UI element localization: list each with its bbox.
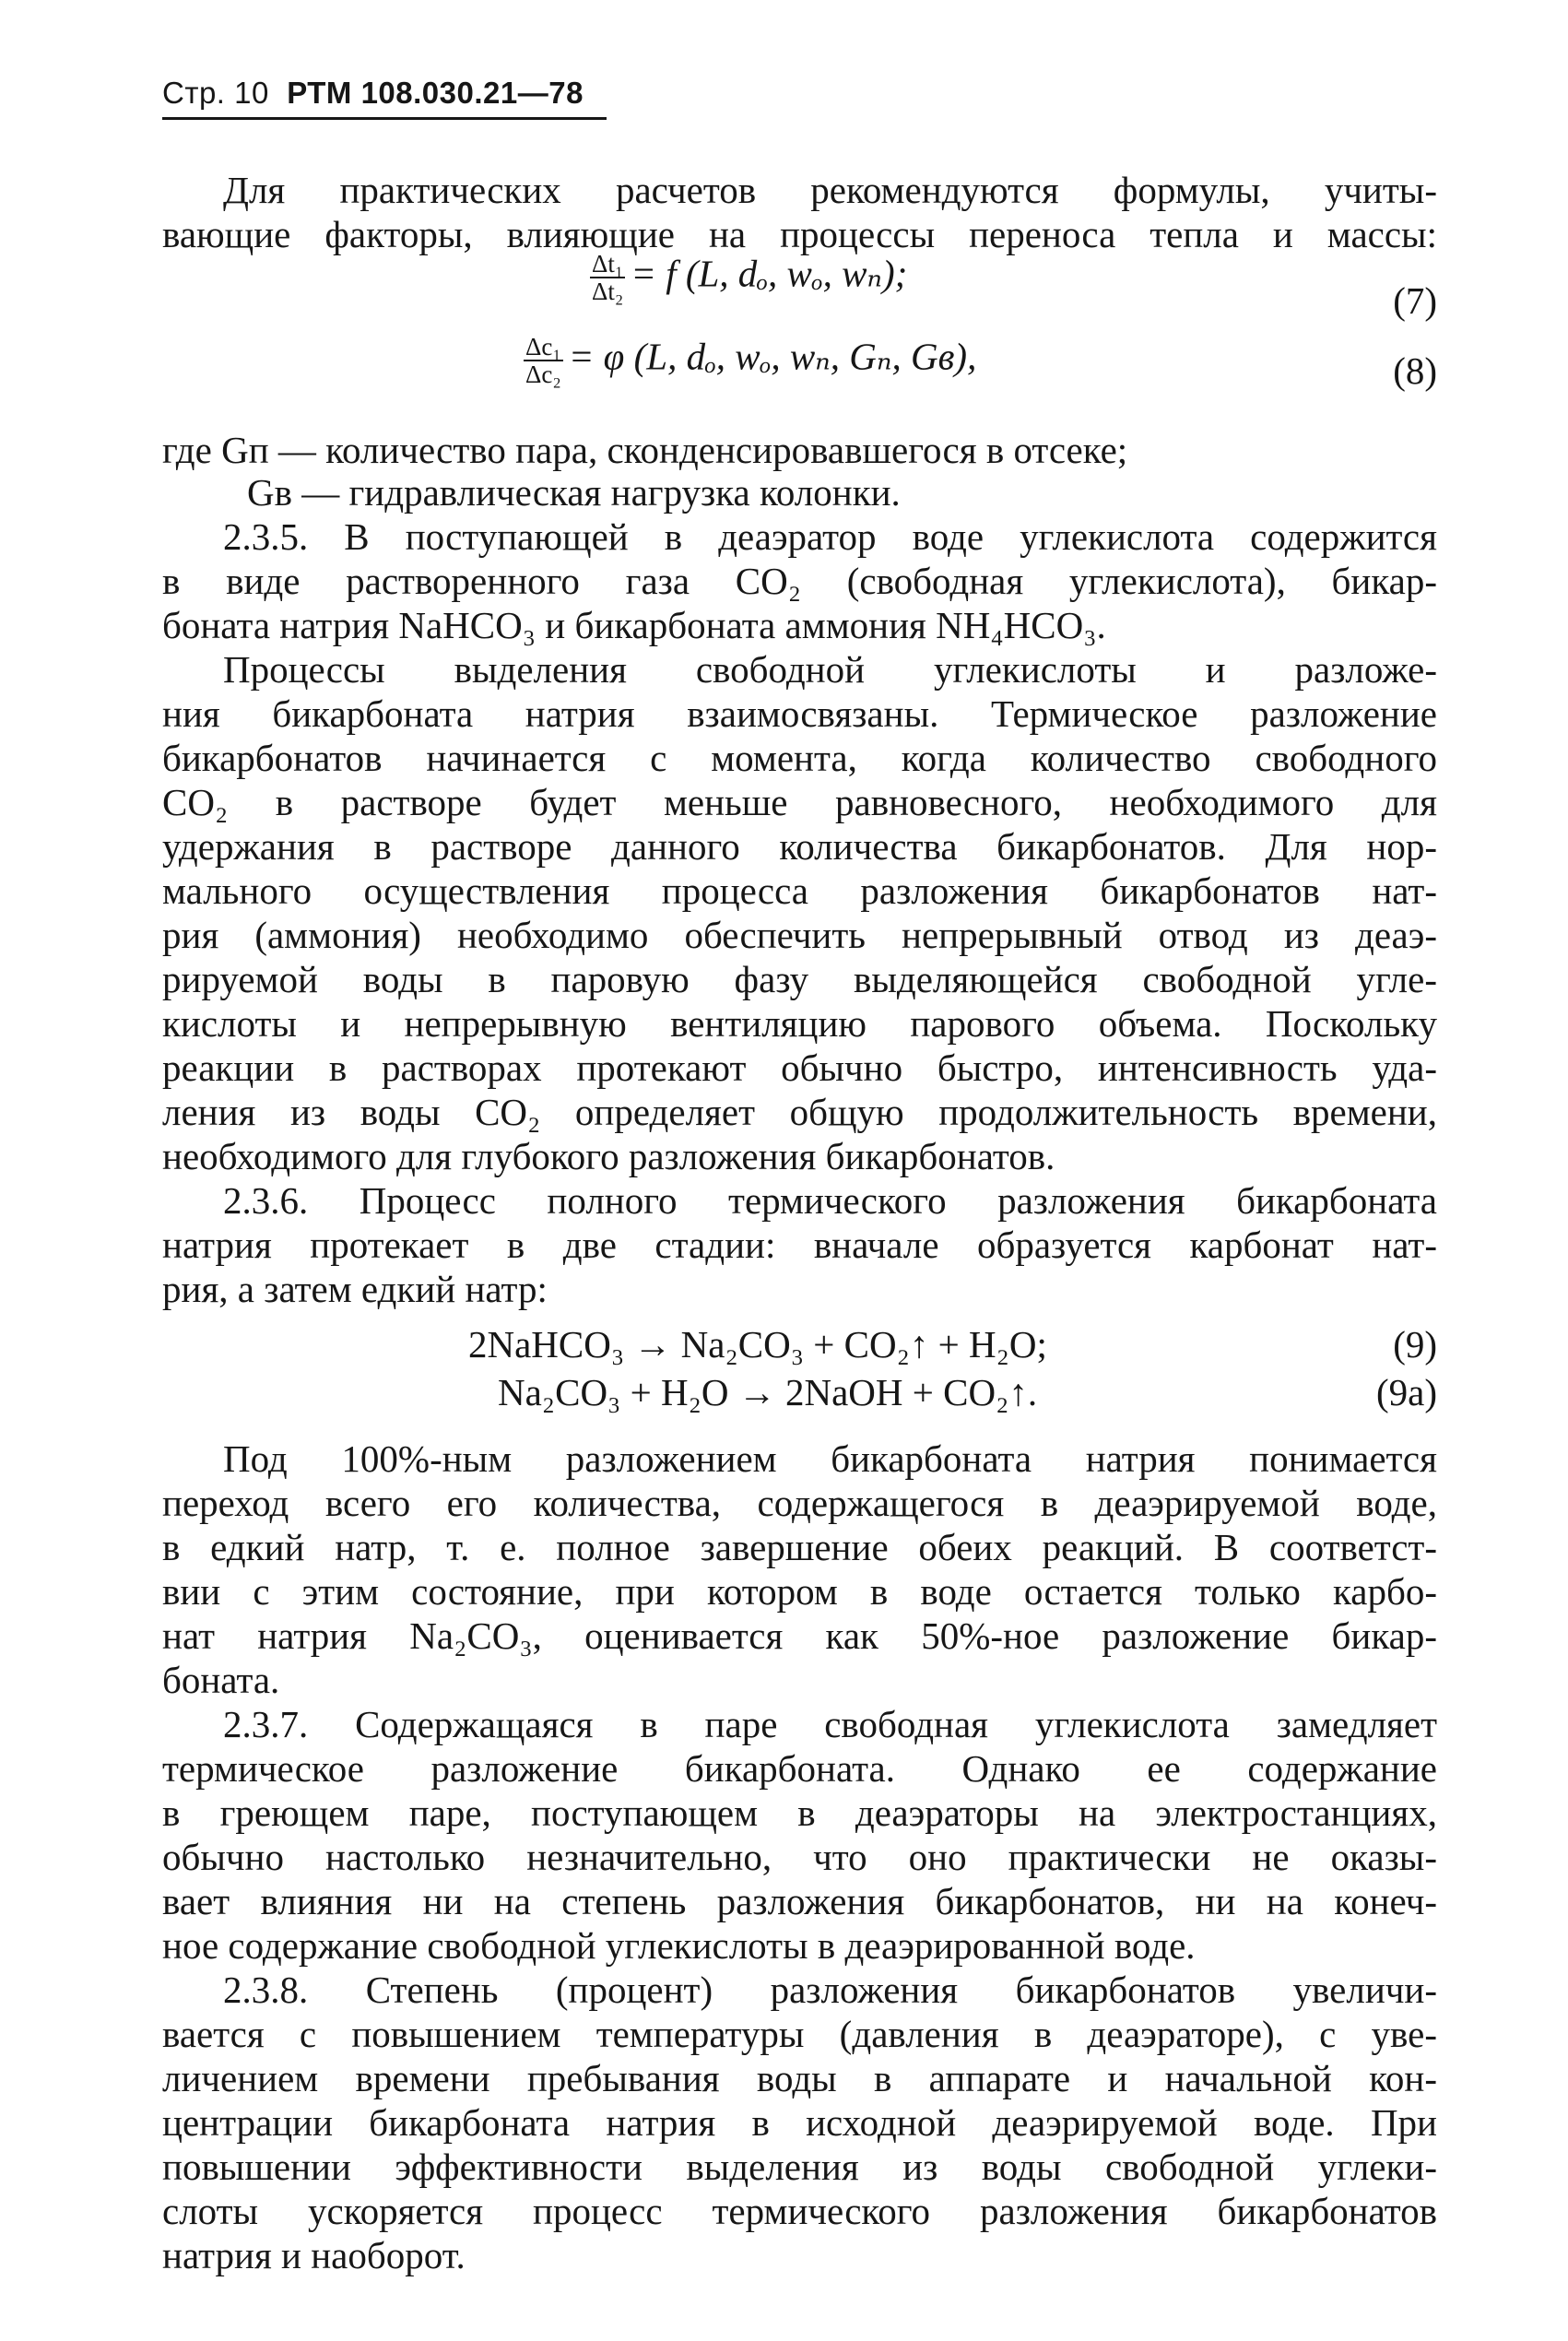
text-line: вается с повышением температуры (давления в деаэраторе), с уве- <box>162 2013 1437 2055</box>
text-line: натрия протекает в две стадии: вначале образуется карбонат нат- <box>162 1224 1437 1266</box>
text-line: Для практических расчетов рекомендуются формулы, учиты- <box>223 169 1437 211</box>
text-line: Процессы выделения свободной углекислоты и разложе- <box>223 648 1437 691</box>
equation-9-label: (9) <box>1393 1323 1437 1366</box>
text-line: рия, а затем едкий натр: <box>162 1268 548 1310</box>
equation-9: 2NaHCO₃ → Na₂CO₃ + CO₂↑ + H₂O; <box>468 1323 1047 1366</box>
text-line: Под 100%-ным разложением бикарбоната натрия понимается <box>223 1437 1437 1480</box>
text-line: вии с этим состояние, при котором в воде остается только карбо- <box>162 1570 1437 1613</box>
text-line: 2.3.8. Степень (процент) разложения бикарбонатов увеличи- <box>223 1969 1437 2011</box>
text-line: вает влияния ни на степень разложения бикарбонатов, ни на конеч- <box>162 1880 1437 1922</box>
text-line: CO₂ в растворе будет меньше равновесного, необходимого для <box>162 781 1437 823</box>
text-line: натрия и наоборот. <box>162 2234 466 2276</box>
text-line: удержания в растворе данного количества бикарбонатов. Для нор- <box>162 825 1437 868</box>
text-line: ния бикарбоната натрия взаимосвязаны. Термическое разложение <box>162 692 1437 735</box>
text-line: ления из воды CO₂ определяет общую продолжительность времени, <box>162 1091 1437 1133</box>
text-line: центрации бикарбоната натрия в исходной деаэрируемой воде. При <box>162 2101 1437 2144</box>
formula-7 <box>590 250 908 305</box>
text-line: нат натрия Na₂CO₃, оценивается как 50%-ное разложение бикар- <box>162 1614 1437 1657</box>
text-line: ное содержание свободной углекислоты в деаэрированной воде. <box>162 1924 1196 1967</box>
formula-8 <box>524 333 977 388</box>
formula-7-fraction: $\frac{\text{Δt₁}}{\text{Δt₂}}$ <box>592 250 624 305</box>
text-line: 2.3.5. В поступающей в деаэратор воде углекислота содержится <box>223 515 1437 558</box>
equation-9a-label: (9a) <box>1375 1371 1437 1413</box>
text-line: в виде растворенного газа CO₂ (свободная углекислота), бикар- <box>162 560 1437 602</box>
page-number: Стр. 10 <box>162 76 269 110</box>
text-line: кислоты и непрерывную вентиляцию парового объема. Поскольку <box>162 1002 1437 1045</box>
definition-line: где Gп — количество пара, сконденсировавшегося в отсеке; <box>162 429 1128 471</box>
text-line: переход всего его количества, содержащегося в деаэрируемой воде, <box>162 1482 1437 1524</box>
text-line: обычно настолько незначительно, что оно практически не оказы- <box>162 1836 1437 1878</box>
text-line: мального осуществления процесса разложения бикарбонатов нат- <box>162 869 1437 912</box>
text-line: 2.3.7. Содержащаяся в паре свободная углекислота замедляет <box>223 1703 1437 1745</box>
formula-7-rhs: = f (L, dₒ, wₒ, wₙ); <box>631 252 908 295</box>
document-code: РТМ 108.030.21—78 <box>287 76 584 110</box>
formula-8-label: (8) <box>1393 349 1437 392</box>
text-line: бикарбонатов начинается с момента, когда количество свободного <box>162 737 1437 779</box>
text-line: рия (аммония) необходимо обеспечить непрерывный отвод из деаэ- <box>162 914 1437 956</box>
text-line: боната натрия NaHCO₃ и бикарбоната аммония NH₄HCO₃. <box>162 604 1106 646</box>
equation-9a: Na₂CO₃ + H₂O → 2NaOH + CO₂↑. <box>498 1371 1038 1413</box>
text-line: термическое разложение бикарбоната. Однако ее содержание <box>162 1747 1437 1790</box>
text-line: необходимого для глубокого разложения бикарбонатов. <box>162 1135 1055 1177</box>
page-header <box>162 76 607 120</box>
formula-8-fraction: $\frac{\text{Δc₁}}{\text{Δc₂}}$ <box>525 333 561 388</box>
text-line: рируемой воды в паровую фазу выделяющейся свободной угле- <box>162 958 1437 1000</box>
text-line: в едкий натр, т. е. полное завершение обеих реакций. В соответст- <box>162 1526 1437 1568</box>
text-line: боната. <box>162 1659 280 1701</box>
text-line: в греющем паре, поступающем в деаэраторы на электростанциях, <box>162 1791 1437 1834</box>
text-line: слоты ускоряется процесс термического разложения бикарбонатов <box>162 2190 1437 2232</box>
text-line: реакции в растворах протекают обычно быстро, интенсивность уда- <box>162 1046 1437 1089</box>
definition-line: Gв — гидравлическая нагрузка колонки. <box>247 471 901 514</box>
text-line: вающие факторы, влияющие на процессы переноса тепла и массы: <box>162 213 1437 255</box>
formula-7-label: (7) <box>1393 279 1437 322</box>
formula-8-rhs: = φ (L, dₒ, wₒ, wₙ, Gₙ, Gв), <box>568 335 977 378</box>
text-line: личением времени пребывания воды в аппарате и начальной кон- <box>162 2057 1437 2099</box>
text-line: 2.3.6. Процесс полного термического разложения бикарбоната <box>223 1179 1437 1222</box>
text-line: повышении эффективности выделения из воды свободной углеки- <box>162 2146 1437 2188</box>
